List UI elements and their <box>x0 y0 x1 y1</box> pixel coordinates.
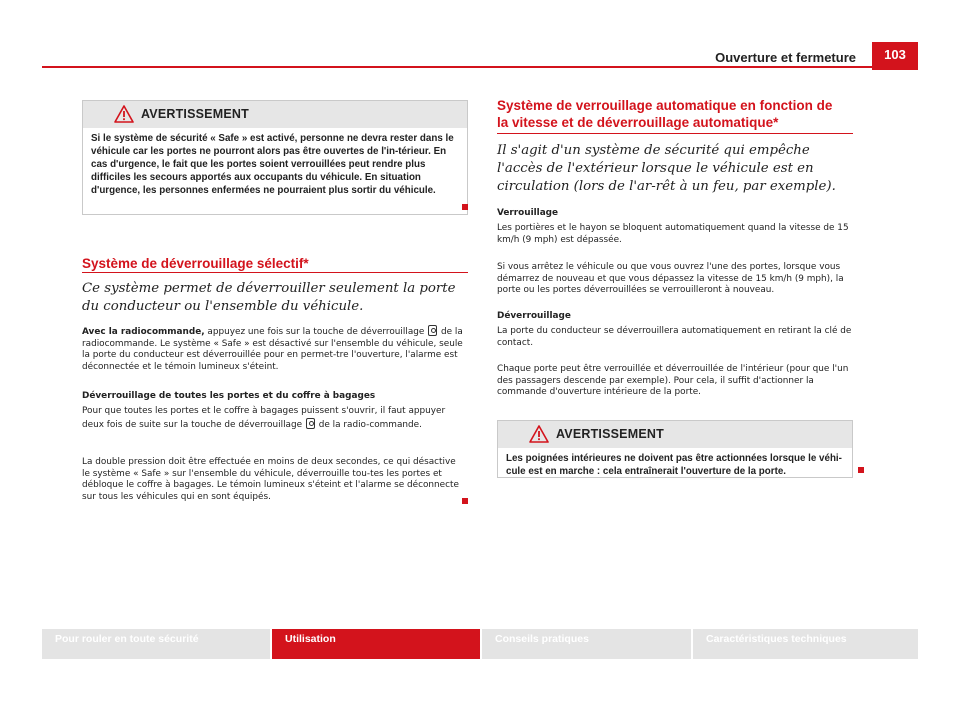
paragraph-locking-speed: Les portières et le hayon se bloquent automatiquement quand la vitesse de 15 km/h (9 mph) est dépassée. <box>497 223 849 245</box>
warning-triangle-icon <box>114 105 134 123</box>
page-number: 103 <box>872 42 918 70</box>
paragraph-text: Pour que toutes les portes et le coffre à bagages puissent s'ouvrir, il faut appuyer deux fois de suite sur la touche de déverrouillage <box>82 406 446 430</box>
section-title-auto-lock: Système de verrouillage automatique en fonction de la vitesse et de déverrouillage automatique* <box>497 98 833 130</box>
unlock-key-icon <box>428 325 437 336</box>
warning-header <box>83 101 467 128</box>
section-title-selective-unlock: Système de déverrouillage sélectif* <box>82 256 309 271</box>
footer-tab-practical-tips[interactable]: Conseils pratiques <box>482 629 691 659</box>
paragraph-text: de la radiocommande. Le système « Safe » est désactivé sur l'ensemble du véhicule, seule la porte du conducteur est déverrouillée pour en permet-tre l'ouverture, l'alarme est déconnectée et le témoin lumineux s'éteint. <box>82 327 463 373</box>
section-intro: Ce système permet de déverrouiller seulement la porte du conducteur ou l'ensemble du véhicule. <box>82 281 456 314</box>
footer-navigation <box>42 629 918 659</box>
paragraph-double-press-timing: La double pression doit être effectuée en moins de deux secondes, ce qui désactive le système « Safe » sur l'ensemble du véhicule, déverrouille tou-tes les portes et débloque le coffre à bagages. Le témoin lumineux s'éteint et l'alarme se déconnecte sur tous les véhicules qui en sont équipés. <box>82 457 459 503</box>
running-header-title: Ouverture et fermeture <box>715 50 856 65</box>
paragraph-text: appuyez une fois sur la touche de déverrouillage <box>204 327 425 337</box>
warning-box-safe <box>82 100 468 215</box>
warning-text: Les poignées intérieures ne doivent pas être actionnées lorsque le véhi-cule est en marche : cela entraînerait l'ouverture de la porte. <box>506 453 842 477</box>
footer-tab-safety[interactable]: Pour rouler en toute sécurité <box>42 629 270 659</box>
warning-title: AVERTISSEMENT <box>141 107 249 121</box>
paragraph-radio-remote <box>82 325 466 374</box>
paragraph-driver-door: La porte du conducteur se déverrouillera automatiquement en retirant la clé de contact. <box>497 326 852 348</box>
section-end-marker <box>462 204 468 210</box>
subheading-unlock-all: Déverrouillage de toutes les portes et du coffre à bagages <box>82 391 376 401</box>
warning-title: AVERTISSEMENT <box>556 427 664 441</box>
subheading-unlocking: Déverrouillage <box>497 311 571 321</box>
paragraph-double-press <box>82 406 466 431</box>
paragraph-relock: Si vous arrêtez le véhicule ou que vous ouvrez l'une des portes, lorsque vous démarrez de nouveau et que vous dépassez la vitesse de 15 km/h (9 mph), la porte ou les portes déverrouillées se verrouilleront à nouveau. <box>497 262 844 296</box>
warning-text: Si le système de sécurité « Safe » est activé, personne ne devra rester dans le véhicule car les portes ne pourront alors pas être ouvertes de l'in-térieur. En cas d'urgence, le fait que les portes soient verrouillées peut rendre plus difficiles les secours apportés aux occupants du véhicule. En situation d'urgence, les personnes enfermées ne pourraient plus sortir du véhicule. <box>91 133 454 196</box>
section-intro: Il s'agit d'un système de sécurité qui empêche l'accès de l'extérieur lorsque le véhicule est en circulation (lors de l'ar-rêt à un feu, par exemple). <box>497 143 836 194</box>
paragraph-interior-lock: Chaque porte peut être verrouillée et déverrouillée de l'intérieur (pour que l'un des passagers descende par exemple). Pour cela, il suffit d'actionner la commande d'ouverture intérieure de la porte. <box>497 364 849 398</box>
paragraph-text: de la radio-commande. <box>315 419 422 430</box>
paragraph-lead: Avec la radiocommande, <box>82 327 205 337</box>
unlock-key-icon <box>306 418 315 429</box>
header-rule <box>42 66 872 68</box>
subheading-locking: Verrouillage <box>497 208 559 218</box>
section-rule <box>497 133 853 134</box>
section-end-marker <box>462 498 468 504</box>
warning-header <box>498 421 852 448</box>
footer-tab-technical-specs[interactable]: Caractéristiques techniques <box>693 629 918 659</box>
section-end-marker <box>858 467 864 473</box>
warning-triangle-icon <box>529 425 549 443</box>
footer-tab-usage[interactable]: Utilisation <box>272 629 480 659</box>
warning-box-handles <box>497 420 853 478</box>
section-rule <box>82 272 468 273</box>
